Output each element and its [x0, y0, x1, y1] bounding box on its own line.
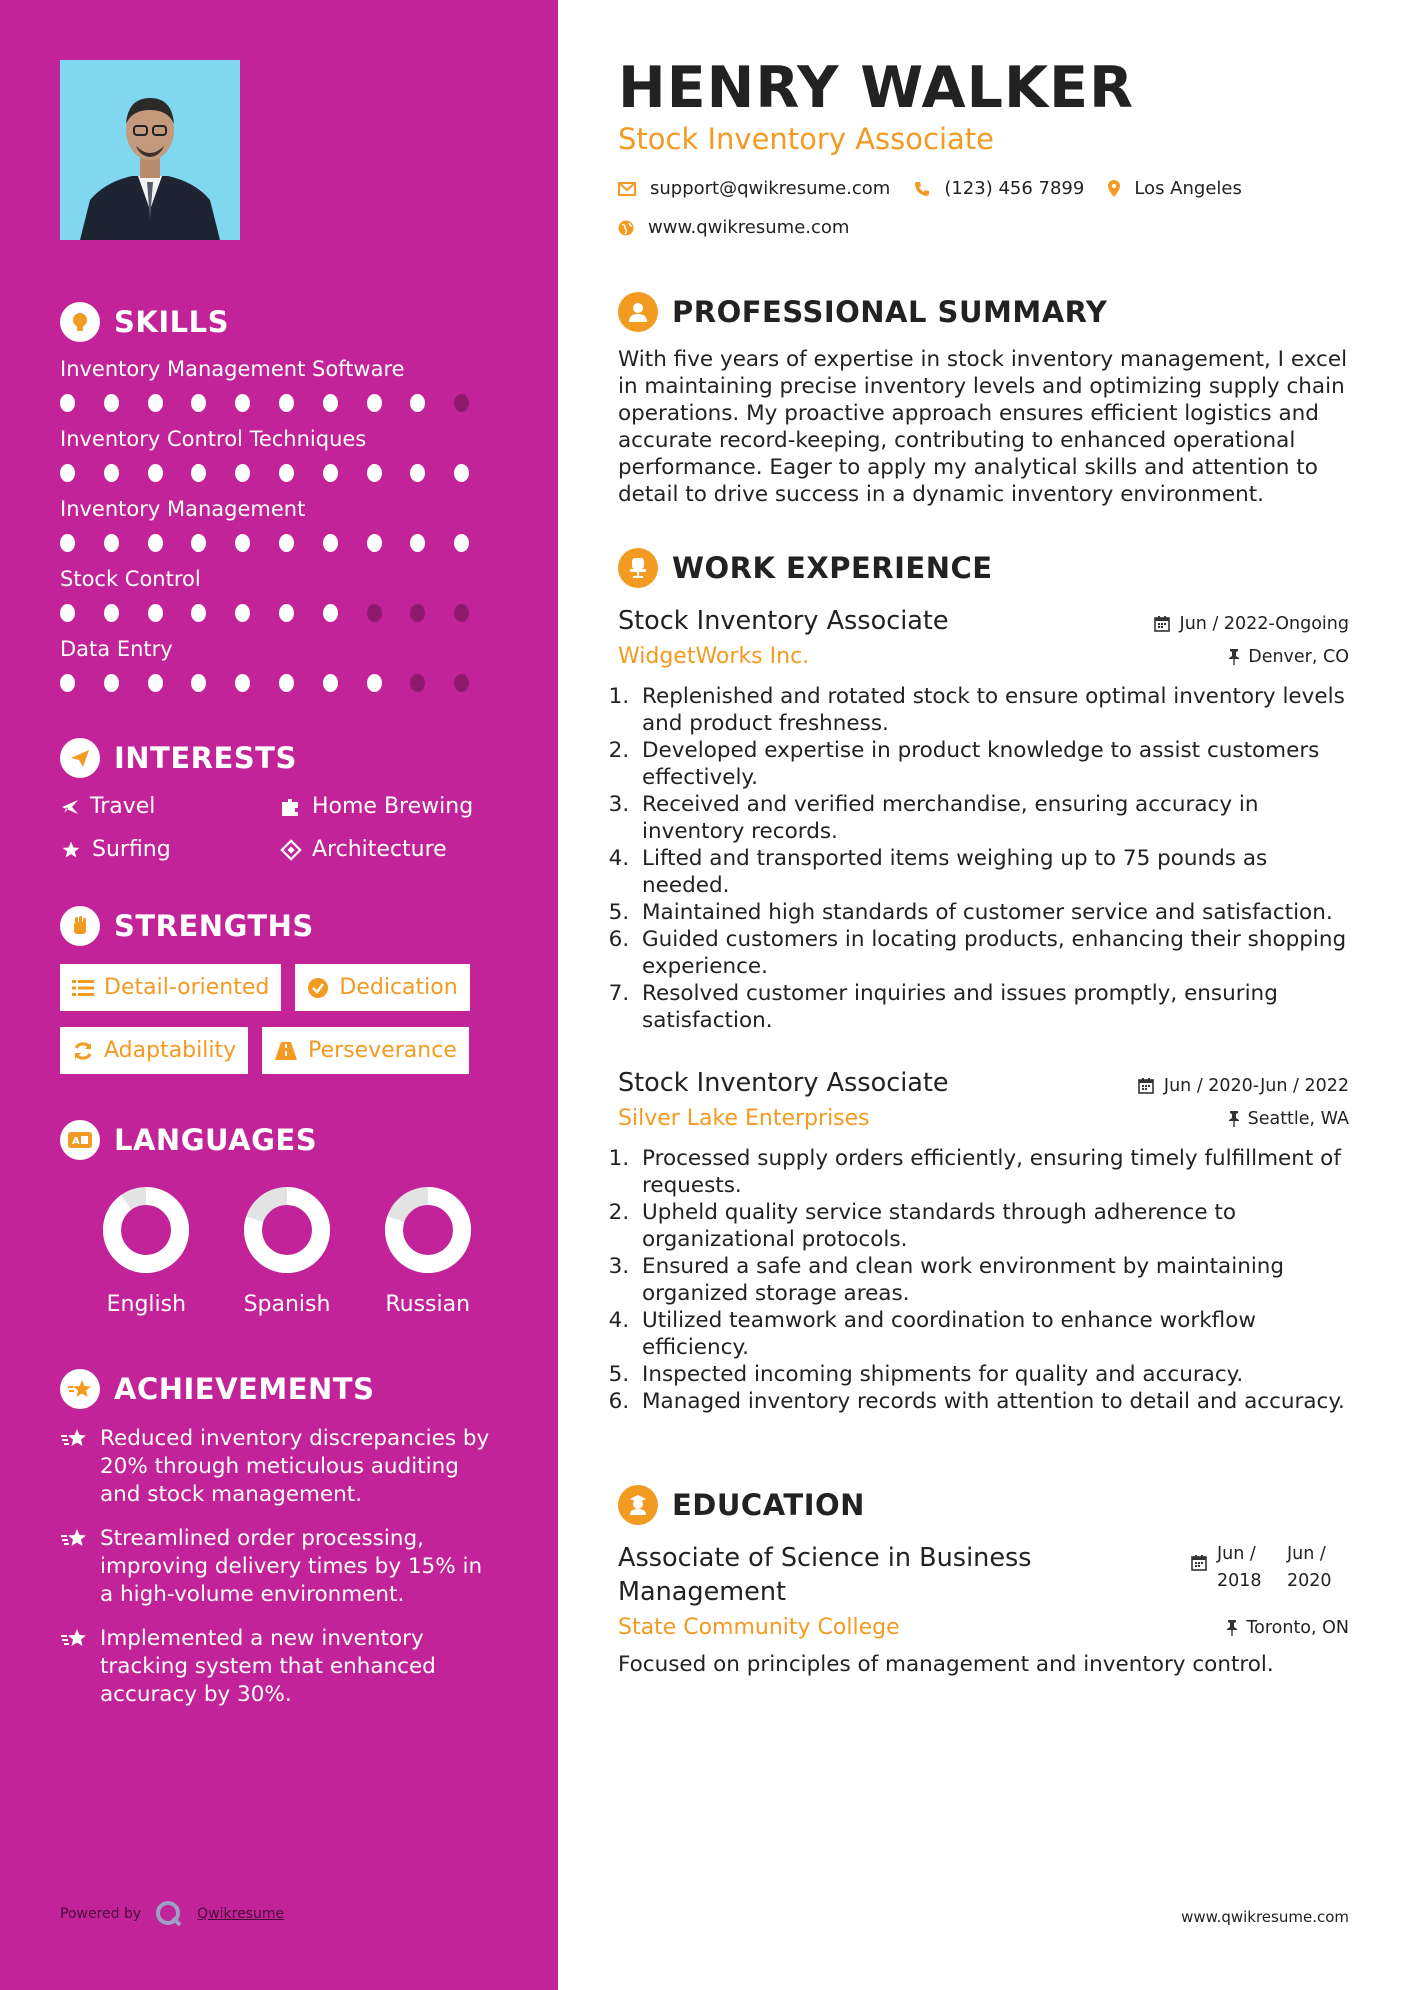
strengths-section	[60, 906, 498, 1074]
calendar-icon	[1138, 1078, 1154, 1094]
strength-label: Dedication	[339, 975, 458, 1000]
skills-header	[60, 302, 498, 342]
rating-dot-filled	[323, 674, 338, 692]
rating-dot-filled	[279, 464, 294, 482]
job-location-text: Seattle, WA	[1247, 1108, 1349, 1129]
skill-item	[60, 426, 498, 482]
skill-rating	[60, 534, 498, 552]
education-end-year: 2020	[1287, 1571, 1332, 1591]
star-icon	[60, 840, 82, 860]
degree-title: Associate of Science in Business Management	[618, 1543, 1032, 1607]
achievement-item	[60, 1525, 498, 1609]
location-text: Los Angeles	[1134, 178, 1242, 199]
pushpin-icon	[1228, 1111, 1240, 1127]
skill-item	[60, 496, 498, 552]
pushpin-icon	[1228, 649, 1240, 665]
job-location	[1228, 1109, 1349, 1129]
rating-dot-filled	[60, 534, 75, 552]
main-content	[558, 0, 1407, 1990]
duty-item: 4. Lifted and transported items weighing up to 75 pounds as needed.	[636, 845, 1349, 899]
skill-name: Stock Control	[60, 567, 201, 591]
strength-tag	[295, 964, 469, 1011]
interest-label: Travel	[90, 794, 156, 819]
experience-section	[618, 548, 1349, 1415]
language-name: English	[106, 1292, 187, 1317]
duty-item: 3. Received and verified merchandise, ensuring accuracy in inventory records.	[636, 791, 1349, 845]
strengths-list	[60, 964, 500, 1074]
rating-dot-filled	[60, 674, 75, 692]
company-name: WidgetWorks Inc.	[618, 644, 810, 669]
list-icon	[72, 979, 94, 997]
skills-title: SKILLS	[114, 305, 229, 339]
phone-icon	[914, 181, 930, 197]
rating-dot-filled	[323, 394, 338, 412]
trophy-star-icon	[60, 1369, 100, 1409]
check-circle-icon	[307, 977, 329, 999]
pushpin-icon	[1226, 1620, 1238, 1636]
qwikresume-link[interactable]: Qwikresume	[197, 1906, 285, 1922]
interests-title: INTERESTS	[114, 741, 297, 775]
rating-dot-filled	[323, 534, 338, 552]
job-date-text: Jun / 2020-Jun / 2022	[1163, 1076, 1349, 1096]
contact-email	[618, 178, 890, 199]
strengths-header	[60, 906, 498, 946]
road-icon	[274, 1041, 298, 1061]
globe-icon	[618, 220, 634, 236]
strength-tag	[60, 964, 281, 1011]
education-section	[618, 1485, 1349, 1677]
rating-dot-filled	[235, 464, 250, 482]
rating-dot-filled	[148, 464, 163, 482]
rating-dot-empty	[454, 394, 469, 412]
summary-section	[618, 292, 1349, 508]
language-proficiency-ring	[102, 1186, 190, 1274]
skill-rating	[60, 394, 498, 412]
email-text[interactable]: support@qwikresume.com	[650, 178, 891, 199]
summary-text: With five years of expertise in stock inventory management, I excel in maintaining precise inventory levels and optimizing supply chain operations. My proactive approach ensures efficient logistics and accurate record-keeping, contributing to enhanced operational performance. Eager to apply my analytical skills and attention to detail to drive success in a dynamic inventory environment.	[618, 347, 1348, 507]
job-header	[618, 1068, 1349, 1098]
rating-dot-filled	[191, 534, 206, 552]
rating-dot-filled	[104, 674, 119, 692]
rating-dot-filled	[148, 534, 163, 552]
rating-dot-empty	[367, 604, 382, 622]
rating-dot-filled	[148, 394, 163, 412]
duty-item: 6. Managed inventory records with attention to detail and accuracy.	[636, 1388, 1349, 1415]
duty-item: 5. Maintained high standards of customer service and satisfaction.	[636, 899, 1349, 926]
skill-rating	[60, 674, 498, 692]
duty-item: 7. Resolved customer inquiries and issues promptly, ensuring satisfaction.	[636, 980, 1349, 1034]
languages-section	[60, 1120, 498, 1317]
rating-dot-filled	[367, 534, 382, 552]
contact-location	[1108, 178, 1242, 199]
education-description: Focused on principles of management and inventory control.	[618, 1652, 1274, 1677]
achievement-text: Implemented a new inventory tracking system that enhanced accuracy by 30%.	[100, 1626, 436, 1707]
education-entry	[618, 1541, 1349, 1609]
interests-header	[60, 738, 498, 778]
education-sub	[618, 1615, 1349, 1640]
powered-by-label: Powered by	[60, 1906, 142, 1922]
plane-icon	[60, 797, 80, 817]
school-name: State Community College	[618, 1615, 900, 1640]
ticket-icon	[280, 839, 302, 861]
rating-dot-filled	[60, 464, 75, 482]
job-subheader	[618, 1106, 1349, 1131]
interests-list	[60, 794, 498, 862]
chair-icon	[618, 548, 658, 588]
duty-item: 5. Inspected incoming shipments for quality and accuracy.	[636, 1361, 1349, 1388]
achievement-text: Streamlined order processing, improving delivery times by 15% in a high-volume environment.	[100, 1526, 483, 1607]
education-start-month: Jun /	[1217, 1544, 1256, 1564]
job-date	[1154, 614, 1349, 634]
interests-section	[60, 738, 498, 862]
rating-dot-filled	[279, 674, 294, 692]
education-header	[618, 1485, 1349, 1525]
profile-photo	[60, 60, 240, 240]
qwikresume-logo-icon	[155, 1900, 183, 1928]
rating-dot-filled	[454, 534, 469, 552]
rating-dot-filled	[367, 394, 382, 412]
contact-info	[618, 178, 1358, 238]
rating-dot-filled	[323, 604, 338, 622]
interest-label: Surfing	[92, 837, 171, 862]
duty-item: 2. Developed expertise in product knowledge to assist customers effectively.	[636, 737, 1349, 791]
contact-website	[618, 217, 849, 238]
rating-dot-filled	[104, 394, 119, 412]
education-title: EDUCATION	[672, 1488, 865, 1522]
rating-dot-filled	[235, 394, 250, 412]
duty-item: 3. Ensured a safe and clean work environment by maintaining organized storage areas.	[636, 1253, 1349, 1307]
job-duties	[618, 1145, 1349, 1415]
job-header	[618, 606, 1349, 636]
rating-dot-filled	[367, 464, 382, 482]
rating-dot-filled	[191, 394, 206, 412]
interest-item	[280, 794, 500, 819]
interest-item	[60, 837, 280, 862]
rating-dot-filled	[191, 464, 206, 482]
candidate-role: Stock Inventory Associate	[618, 122, 994, 156]
rating-dot-empty	[454, 674, 469, 692]
strength-label: Perseverance	[308, 1038, 457, 1063]
achievements-list	[60, 1425, 498, 1709]
graduation-icon	[618, 1485, 658, 1525]
contact-phone	[914, 178, 1084, 199]
experience-title: WORK EXPERIENCE	[672, 551, 993, 585]
rating-dot-filled	[104, 464, 119, 482]
interest-label: Architecture	[312, 837, 447, 862]
language-proficiency-ring	[243, 1186, 331, 1274]
hand-icon	[60, 906, 100, 946]
rating-dot-filled	[191, 674, 206, 692]
achievements-title: ACHIEVEMENTS	[114, 1372, 375, 1406]
candidate-name: HENRY WALKER	[618, 55, 1134, 121]
interest-label: Home Brewing	[312, 794, 474, 819]
languages-list	[76, 1186, 498, 1317]
calendar-icon	[1154, 616, 1170, 632]
rating-dot-filled	[104, 604, 119, 622]
phone-text[interactable]: (123) 456 7899	[944, 178, 1085, 199]
job-title: Stock Inventory Associate	[618, 606, 949, 636]
languages-title: LANGUAGES	[114, 1123, 318, 1157]
education-location-text: Toronto, ON	[1246, 1617, 1349, 1638]
skill-rating	[60, 464, 498, 482]
paper-plane-icon	[60, 738, 100, 778]
job-entry	[618, 606, 1349, 1034]
rating-dot-filled	[323, 464, 338, 482]
skill-item	[60, 636, 498, 692]
skills-list	[60, 356, 498, 692]
rating-dot-filled	[410, 534, 425, 552]
achievement-item	[60, 1625, 498, 1709]
refresh-icon	[72, 1040, 94, 1062]
rating-dot-filled	[279, 394, 294, 412]
rating-dot-filled	[191, 604, 206, 622]
powered-by	[60, 1900, 284, 1928]
strength-tag	[60, 1027, 248, 1074]
language-proficiency-ring	[384, 1186, 472, 1274]
duty-item: 2. Upheld quality service standards through adherence to organizational protocols.	[636, 1199, 1349, 1253]
user-icon	[618, 292, 658, 332]
jobs-list	[618, 606, 1349, 1415]
language-item	[357, 1186, 498, 1317]
strength-label: Adaptability	[104, 1038, 237, 1063]
achievement-star-icon	[60, 1627, 88, 1651]
rating-dot-filled	[410, 394, 425, 412]
achievement-star-icon	[60, 1527, 88, 1551]
job-location-text: Denver, CO	[1248, 646, 1349, 667]
education-location	[1226, 1618, 1349, 1638]
rating-dot-filled	[148, 604, 163, 622]
job-title: Stock Inventory Associate	[618, 1068, 949, 1098]
website-text[interactable]: www.qwikresume.com	[648, 217, 850, 238]
rating-dot-empty	[454, 604, 469, 622]
rating-dot-filled	[367, 674, 382, 692]
company-name: Silver Lake Enterprises	[618, 1106, 870, 1131]
achievement-text: Reduced inventory discrepancies by 20% through meticulous auditing and stock management.	[100, 1426, 490, 1507]
job-duties	[618, 683, 1349, 1034]
summary-header	[618, 292, 1349, 332]
duty-item: 6. Guided customers in locating products, enhancing their shopping experience.	[636, 926, 1349, 980]
job-date	[1138, 1076, 1349, 1096]
language-name: Russian	[385, 1292, 471, 1317]
interest-item	[280, 837, 500, 862]
duty-item: 1. Replenished and rotated stock to ensure optimal inventory levels and product freshness.	[636, 683, 1349, 737]
puzzle-icon	[280, 797, 302, 817]
strength-tag	[262, 1027, 469, 1074]
duty-item: 4. Utilized teamwork and coordination to enhance workflow efficiency.	[636, 1307, 1349, 1361]
sidebar	[0, 0, 558, 1990]
strength-label: Detail-oriented	[104, 975, 270, 1000]
languages-header	[60, 1120, 498, 1160]
rating-dot-filled	[235, 604, 250, 622]
language-icon	[60, 1120, 100, 1160]
skill-item	[60, 356, 498, 412]
strengths-title: STRENGTHS	[114, 909, 314, 943]
skill-name: Inventory Control Techniques	[60, 427, 367, 451]
rating-dot-filled	[279, 604, 294, 622]
language-item	[76, 1186, 217, 1317]
job-date-text: Jun / 2022-Ongoing	[1179, 614, 1349, 634]
map-pin-icon	[1108, 180, 1120, 197]
skill-name: Inventory Management	[60, 497, 306, 521]
job-subheader	[618, 644, 1349, 669]
rating-dot-filled	[104, 534, 119, 552]
rating-dot-filled	[279, 534, 294, 552]
education-end-month: Jun /	[1287, 1544, 1326, 1564]
rating-dot-filled	[235, 534, 250, 552]
envelope-icon	[618, 182, 636, 196]
ring-fill	[112, 1196, 180, 1264]
rating-dot-filled	[410, 464, 425, 482]
rating-dot-filled	[235, 674, 250, 692]
rating-dot-empty	[410, 674, 425, 692]
svg-text:A: A	[72, 1136, 80, 1147]
skill-name: Inventory Management Software	[60, 357, 405, 381]
calendar-icon	[1191, 1555, 1207, 1571]
skill-name: Data Entry	[60, 637, 173, 661]
language-name: Spanish	[243, 1292, 331, 1317]
rating-dot-empty	[410, 604, 425, 622]
lightbulb-icon	[60, 302, 100, 342]
achievements-header	[60, 1369, 498, 1409]
achievements-section	[60, 1369, 498, 1709]
experience-header	[618, 548, 1349, 588]
footer-website[interactable]: www.qwikresume.com	[1181, 1908, 1349, 1926]
rating-dot-filled	[454, 464, 469, 482]
duty-item: 1. Processed supply orders efficiently, ensuring timely fulfillment of requests.	[636, 1145, 1349, 1199]
job-entry	[618, 1068, 1349, 1415]
job-location	[1228, 647, 1349, 667]
summary-title: PROFESSIONAL SUMMARY	[672, 295, 1108, 329]
achievement-star-icon	[60, 1427, 88, 1451]
achievement-item	[60, 1425, 498, 1509]
skill-rating	[60, 604, 498, 622]
rating-dot-filled	[148, 674, 163, 692]
language-item	[217, 1186, 358, 1317]
rating-dot-filled	[60, 394, 75, 412]
interest-item	[60, 794, 280, 819]
education-date	[1191, 1541, 1349, 1595]
skill-item	[60, 566, 498, 622]
skills-section	[60, 302, 498, 692]
rating-dot-filled	[60, 604, 75, 622]
education-start-year: 2018	[1217, 1571, 1262, 1591]
